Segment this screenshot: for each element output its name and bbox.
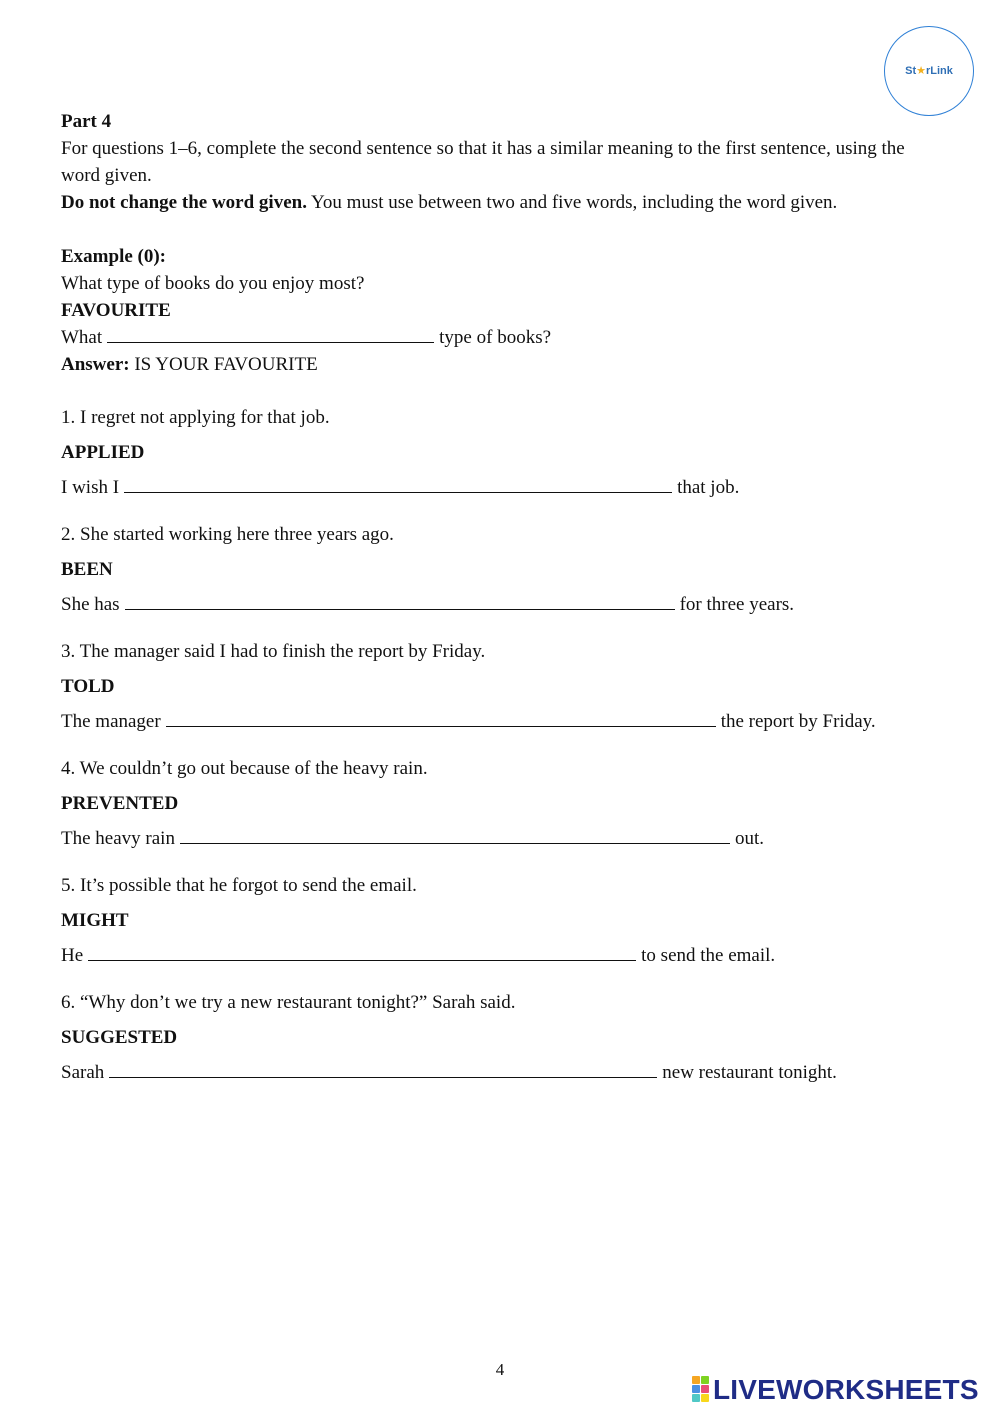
answer-blank-6[interactable] <box>109 1059 657 1078</box>
question-sentence: 2. She started working here three years ago. <box>61 524 394 545</box>
example-sentence: What type of books do you enjoy most? <box>61 273 365 294</box>
question-answer-line <box>61 942 941 969</box>
answer-blank-4[interactable] <box>180 825 730 844</box>
question-sentence: 5. It’s possible that he forgot to send the email. <box>61 875 417 896</box>
question-answer-line <box>61 1059 941 1086</box>
brand-text: LIVEWORKSHEETS <box>713 1373 979 1405</box>
answer-prefix: He <box>61 945 84 966</box>
star-icon: ★ <box>916 64 926 77</box>
question-keyword: APPLIED <box>61 442 145 463</box>
question-sentence: 1. I regret not applying for that job. <box>61 407 330 428</box>
answer-suffix: to send the email. <box>641 945 776 966</box>
example-suffix: type of books? <box>439 327 552 348</box>
answer-suffix: new restaurant tonight. <box>662 1062 837 1083</box>
page-number: 4 <box>495 1360 505 1379</box>
logo-text-end: rLink <box>925 64 953 77</box>
answer-blank-5[interactable] <box>88 942 636 961</box>
answer-blank-2[interactable] <box>125 591 675 610</box>
example-answer-label: Answer: <box>61 354 130 375</box>
example-answer <box>61 351 941 378</box>
example-answer-text: IS YOUR FAVOURITE <box>129 354 318 375</box>
cubes-icon <box>692 1376 709 1402</box>
question-keyword: BEEN <box>61 559 113 580</box>
example-blank <box>107 324 434 343</box>
question-answer-line <box>61 708 941 735</box>
question-answer-line <box>61 825 941 852</box>
question-6 <box>61 989 941 1086</box>
example-label: Example (0): <box>61 246 167 267</box>
answer-blank-1[interactable] <box>124 474 672 493</box>
example-transformed <box>61 324 941 351</box>
starlink-logo <box>884 26 974 116</box>
question-2 <box>61 521 941 618</box>
answer-suffix: that job. <box>677 477 740 498</box>
question-keyword: SUGGESTED <box>61 1027 178 1048</box>
liveworksheets-logo <box>692 1372 979 1406</box>
logo-text-start: St <box>905 64 917 77</box>
question-sentence: 6. “Why don’t we try a new restaurant tonight?” Sarah said. <box>61 992 516 1013</box>
answer-prefix: The manager <box>61 711 161 732</box>
answer-blank-3[interactable] <box>166 708 716 727</box>
question-1 <box>61 404 941 501</box>
example-keyword: FAVOURITE <box>61 300 171 321</box>
question-keyword: PREVENTED <box>61 793 179 814</box>
question-answer-line <box>61 474 941 501</box>
example-prefix: What <box>61 327 103 348</box>
question-4 <box>61 755 941 852</box>
instruction-rest: You must use between two and five words, including the word given. <box>306 192 838 213</box>
question-sentence: 3. The manager said I had to finish the report by Friday. <box>61 641 486 662</box>
question-5 <box>61 872 941 969</box>
question-keyword: MIGHT <box>61 910 129 931</box>
part-title: Part 4 <box>61 111 112 132</box>
answer-prefix: She has <box>61 594 120 615</box>
example-block <box>61 243 941 378</box>
answer-prefix: Sarah <box>61 1062 105 1083</box>
question-3 <box>61 638 941 735</box>
instruction-text: For questions 1–6, complete the second sentence so that it has a similar meaning to the first sentence, using the word given. <box>61 138 905 186</box>
answer-suffix: for three years. <box>679 594 795 615</box>
answer-prefix: The heavy rain <box>61 828 175 849</box>
instruction-line-2 <box>61 189 941 216</box>
question-sentence: 4. We couldn’t go out because of the heavy rain. <box>61 758 428 779</box>
question-answer-line <box>61 591 941 618</box>
answer-suffix: the report by Friday. <box>720 711 876 732</box>
instruction-bold: Do not change the word given. <box>61 192 307 213</box>
question-keyword: TOLD <box>61 676 115 697</box>
worksheet-content <box>61 108 941 1086</box>
answer-prefix: I wish I <box>61 477 120 498</box>
answer-suffix: out. <box>734 828 764 849</box>
